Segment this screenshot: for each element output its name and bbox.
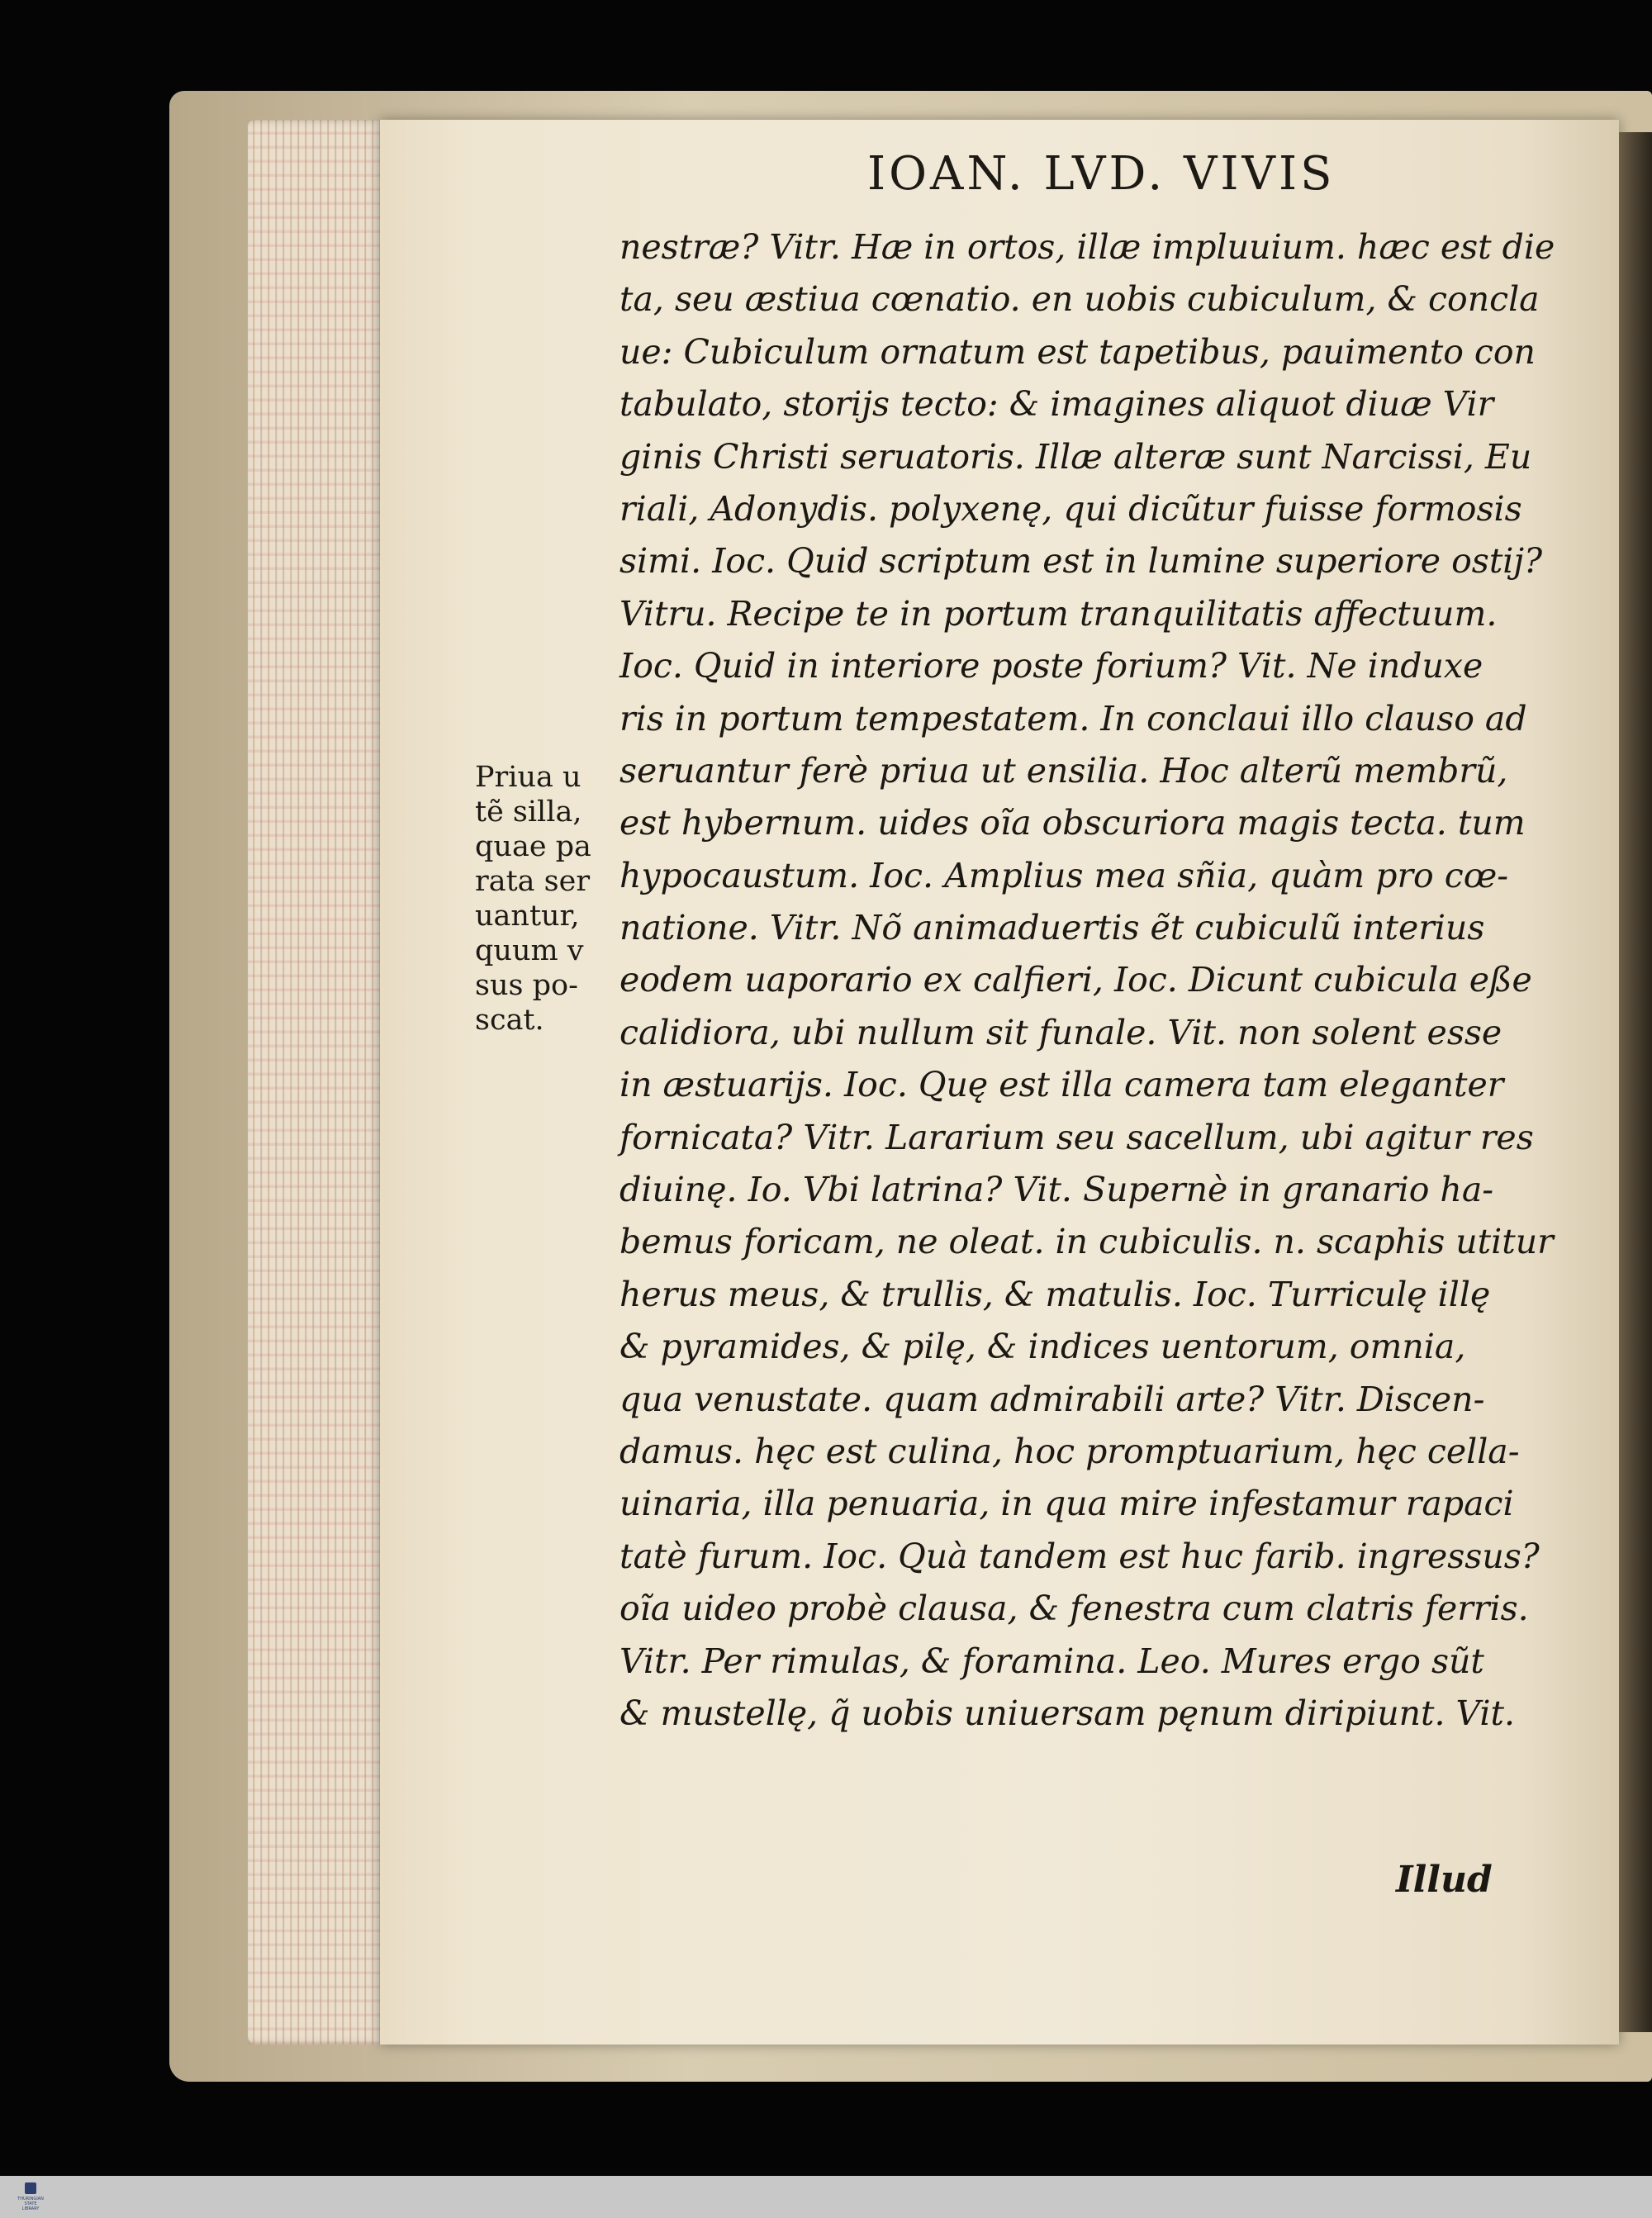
text-line: & mustellę, q̃ uobis uniuersam pęnum diripiunt. Vit.	[620, 1693, 1516, 1733]
page-edges	[248, 120, 388, 2045]
margin-note-line: Priua u	[475, 761, 582, 794]
text-line: & pyramides, & pilę, & indices uentorum, omnia,	[620, 1327, 1466, 1367]
text-line: diuinę. Io. Vbi latrina? Vit. Supernè in granario ha-	[620, 1170, 1494, 1210]
margin-note-line: sus po-	[475, 969, 578, 1002]
text-line: tabulato, storijs tecto: & imagines aliquot diuæ Vir	[620, 384, 1494, 425]
margin-note-line: quum v	[475, 934, 584, 967]
text-line: in æstuarijs. Ioc. Quę est illa camera tam eleganter	[620, 1065, 1504, 1105]
text-line: hypocaustum. Ioc. Amplius mea sñia, quàm pro cœ-	[620, 855, 1509, 895]
library-logo-text: THURINGIAN STATE LIBRARY	[17, 2197, 44, 2211]
catchword: Illud	[1396, 1859, 1493, 1901]
text-line: ginis Christi seruatoris. Illæ alteræ sunt Narcissi, Eu	[620, 436, 1532, 477]
text-line: ta, seu æstiua cœnatio. en uobis cubiculum, & concla	[620, 279, 1540, 320]
text-line: Ioc. Quid in interiore poste forium? Vit. Ne induxe	[620, 646, 1483, 686]
margin-note-line: quae pa	[475, 830, 591, 863]
text-line: bemus foricam, ne oleat. in cubiculis. n. scaphis utitur	[620, 1222, 1554, 1262]
text-line: eodem uaporario ex calfieri, Ioc. Dicunt cubicula eße	[620, 960, 1532, 1000]
text-line: seruantur ferè priua ut ensilia. Hoc alterũ membrũ,	[620, 750, 1508, 791]
text-line: simi. Ioc. Quid scriptum est in lumine superiore ostij?	[620, 541, 1543, 582]
margin-note	[475, 760, 615, 1038]
text-line: nestræ? Vitr. Hæ in ortos, illæ impluuium. hæc est die	[620, 227, 1555, 267]
text-line: damus. hęc est culina, hoc promptuarium, hęc cella-	[620, 1431, 1520, 1471]
viewer-footer	[0, 2176, 1652, 2218]
text-line: ue: Cubiculum ornatum est tapetibus, pauimento con	[620, 331, 1536, 372]
running-head: IOAN. LVD. VIVIS	[867, 147, 1336, 201]
text-line: herus meus, & trullis, & matulis. Ioc. Turriculę illę	[620, 1274, 1491, 1314]
text-line: natione. Vitr. Nõ animaduertis ẽt cubiculũ interius	[620, 908, 1485, 948]
library-logo-icon[interactable]	[18, 2182, 43, 2212]
margin-note-line: tẽ silla,	[475, 796, 582, 829]
body-text	[620, 221, 1594, 1740]
margin-note-line: uantur,	[475, 900, 580, 933]
text-line: Vitr. Per rimulas, & foramina. Leo. Mures ergo sũt	[620, 1641, 1484, 1681]
text-line: uinaria, illa penuaria, in qua mire infestamur rapaci	[620, 1484, 1514, 1524]
show-through-text	[446, 430, 644, 611]
margin-note-line: scat.	[475, 1004, 544, 1037]
text-line: calidiora, ubi nullum sit funale. Vit. non solent esse	[620, 1012, 1502, 1052]
text-line: tatè furum. Ioc. Quà tandem est huc farib. ingressus?	[620, 1536, 1540, 1576]
text-line: riali, Adonydis. polyxenę, qui dicũtur fuisse formosis	[620, 488, 1522, 529]
text-line: est hybernum. uides oĩa obscuriora magis tecta. tum	[620, 803, 1526, 843]
page-gutter	[1619, 132, 1652, 2032]
text-line: Vitru. Recipe te in portum tranquilitatis affectuum.	[620, 593, 1498, 634]
text-line: qua venustate. quam admirabili arte? Vitr. Discen-	[620, 1379, 1485, 1419]
library-logo-glyph	[25, 2182, 36, 2194]
margin-note-line: rata ser	[475, 865, 591, 898]
text-line: fornicata? Vitr. Lararium seu sacellum, ubi agitur res	[620, 1117, 1534, 1157]
text-line: ris in portum tempestatem. In conclaui illo clauso ad	[620, 698, 1527, 739]
text-line: oĩa uideo probè clausa, & fenestra cum clatris ferris.	[620, 1589, 1529, 1629]
